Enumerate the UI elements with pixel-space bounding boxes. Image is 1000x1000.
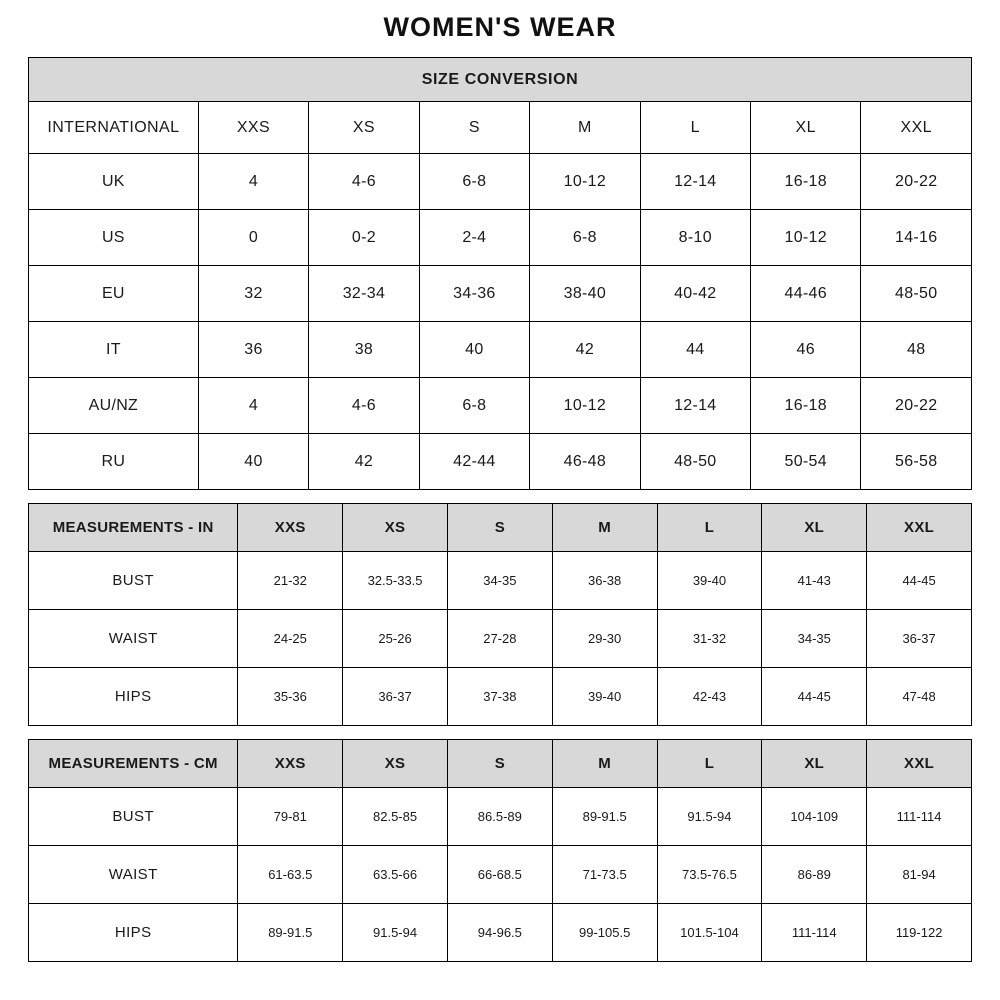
table-row	[29, 552, 972, 610]
value-cell: 8-10	[640, 210, 750, 266]
table-row	[29, 378, 972, 434]
row-label-cell: BUST	[29, 788, 238, 846]
value-cell: 56-58	[861, 434, 972, 490]
value-cell: 44	[640, 322, 750, 378]
page-title: WOMEN'S WEAR	[383, 12, 617, 42]
value-cell: 91.5-94	[343, 904, 448, 962]
size-conversion-table	[28, 57, 972, 490]
value-cell: 86-89	[762, 846, 867, 904]
value-cell: 47-48	[867, 668, 972, 726]
column-header-cell: S	[419, 102, 529, 154]
table-row	[29, 904, 972, 962]
value-cell: 101.5-104	[657, 904, 762, 962]
row-label-cell: UK	[29, 154, 199, 210]
value-cell: 42	[309, 434, 419, 490]
value-cell: 6-8	[530, 210, 640, 266]
row-label-cell: HIPS	[29, 668, 238, 726]
table-row	[29, 266, 972, 322]
value-cell: 40	[198, 434, 308, 490]
value-cell: 38	[309, 322, 419, 378]
value-cell: 10-12	[751, 210, 861, 266]
row-label-header-cell: MEASUREMENTS - IN	[29, 504, 238, 552]
value-cell: 119-122	[867, 904, 972, 962]
value-cell: 12-14	[640, 154, 750, 210]
value-cell: 40-42	[640, 266, 750, 322]
value-cell: 36-37	[867, 610, 972, 668]
row-label-cell: WAIST	[29, 610, 238, 668]
value-cell: 111-114	[867, 788, 972, 846]
value-cell: 81-94	[867, 846, 972, 904]
column-header-cell: XXL	[861, 102, 972, 154]
value-cell: 94-96.5	[447, 904, 552, 962]
value-cell: 12-14	[640, 378, 750, 434]
value-cell: 46-48	[530, 434, 640, 490]
value-cell: 6-8	[419, 154, 529, 210]
column-header-cell: XXL	[867, 740, 972, 788]
column-header-cell: XXS	[238, 504, 343, 552]
column-header-cell: XXS	[238, 740, 343, 788]
value-cell: 16-18	[751, 378, 861, 434]
measurements-inches-table	[28, 503, 972, 726]
value-cell: 111-114	[762, 904, 867, 962]
value-cell: 89-91.5	[238, 904, 343, 962]
value-cell: 36	[198, 322, 308, 378]
table-banner: SIZE CONVERSION	[29, 58, 972, 102]
value-cell: 79-81	[238, 788, 343, 846]
row-label-cell: HIPS	[29, 904, 238, 962]
value-cell: 44-46	[751, 266, 861, 322]
value-cell: 91.5-94	[657, 788, 762, 846]
value-cell: 40	[419, 322, 529, 378]
value-cell: 4-6	[309, 154, 419, 210]
value-cell: 42-44	[419, 434, 529, 490]
value-cell: 29-30	[552, 610, 657, 668]
column-header-cell: XXL	[867, 504, 972, 552]
value-cell: 104-109	[762, 788, 867, 846]
value-cell: 4-6	[309, 378, 419, 434]
column-header-cell: XL	[762, 504, 867, 552]
value-cell: 0-2	[309, 210, 419, 266]
value-cell: 20-22	[861, 154, 972, 210]
value-cell: 82.5-85	[343, 788, 448, 846]
row-label-cell: RU	[29, 434, 199, 490]
value-cell: 32	[198, 266, 308, 322]
value-cell: 42	[530, 322, 640, 378]
row-label-cell: US	[29, 210, 199, 266]
value-cell: 35-36	[238, 668, 343, 726]
column-header-cell: XXS	[198, 102, 308, 154]
value-cell: 39-40	[657, 552, 762, 610]
value-cell: 66-68.5	[447, 846, 552, 904]
row-label-header-cell: INTERNATIONAL	[29, 102, 199, 154]
value-cell: 48-50	[640, 434, 750, 490]
value-cell: 6-8	[419, 378, 529, 434]
row-label-cell: BUST	[29, 552, 238, 610]
value-cell: 2-4	[419, 210, 529, 266]
value-cell: 89-91.5	[552, 788, 657, 846]
value-cell: 10-12	[530, 378, 640, 434]
table-row	[29, 154, 972, 210]
value-cell: 44-45	[762, 668, 867, 726]
value-cell: 48-50	[861, 266, 972, 322]
value-cell: 63.5-66	[343, 846, 448, 904]
value-cell: 20-22	[861, 378, 972, 434]
table-row	[29, 210, 972, 266]
column-header-cell: M	[552, 504, 657, 552]
value-cell: 39-40	[552, 668, 657, 726]
value-cell: 32.5-33.5	[343, 552, 448, 610]
table-row	[29, 668, 972, 726]
column-header-cell: XL	[751, 102, 861, 154]
value-cell: 16-18	[751, 154, 861, 210]
value-cell: 61-63.5	[238, 846, 343, 904]
table-row	[29, 846, 972, 904]
value-cell: 34-35	[447, 552, 552, 610]
value-cell: 73.5-76.5	[657, 846, 762, 904]
value-cell: 10-12	[530, 154, 640, 210]
row-label-cell: WAIST	[29, 846, 238, 904]
value-cell: 36-37	[343, 668, 448, 726]
value-cell: 41-43	[762, 552, 867, 610]
table-row	[29, 610, 972, 668]
value-cell: 48	[861, 322, 972, 378]
table-row	[29, 788, 972, 846]
value-cell: 71-73.5	[552, 846, 657, 904]
value-cell: 25-26	[343, 610, 448, 668]
value-cell: 99-105.5	[552, 904, 657, 962]
value-cell: 37-38	[447, 668, 552, 726]
column-header-cell: XS	[343, 504, 448, 552]
measurements-cm-table	[28, 739, 972, 962]
column-header-cell: L	[640, 102, 750, 154]
value-cell: 27-28	[447, 610, 552, 668]
row-label-header-cell: MEASUREMENTS - CM	[29, 740, 238, 788]
column-header-cell: M	[530, 102, 640, 154]
value-cell: 50-54	[751, 434, 861, 490]
value-cell: 4	[198, 378, 308, 434]
column-header-cell: S	[447, 740, 552, 788]
value-cell: 14-16	[861, 210, 972, 266]
value-cell: 46	[751, 322, 861, 378]
value-cell: 0	[198, 210, 308, 266]
column-header-cell: S	[447, 504, 552, 552]
value-cell: 44-45	[867, 552, 972, 610]
table-row	[29, 322, 972, 378]
row-label-cell: IT	[29, 322, 199, 378]
column-header-cell: XS	[309, 102, 419, 154]
value-cell: 4	[198, 154, 308, 210]
value-cell: 31-32	[657, 610, 762, 668]
value-cell: 38-40	[530, 266, 640, 322]
value-cell: 34-36	[419, 266, 529, 322]
value-cell: 32-34	[309, 266, 419, 322]
column-header-cell: XL	[762, 740, 867, 788]
column-header-cell: XS	[343, 740, 448, 788]
value-cell: 24-25	[238, 610, 343, 668]
row-label-cell: EU	[29, 266, 199, 322]
column-header-cell: L	[657, 740, 762, 788]
row-label-cell: AU/NZ	[29, 378, 199, 434]
value-cell: 86.5-89	[447, 788, 552, 846]
value-cell: 36-38	[552, 552, 657, 610]
value-cell: 42-43	[657, 668, 762, 726]
value-cell: 34-35	[762, 610, 867, 668]
column-header-cell: L	[657, 504, 762, 552]
table-row	[29, 434, 972, 490]
column-header-cell: M	[552, 740, 657, 788]
value-cell: 21-32	[238, 552, 343, 610]
